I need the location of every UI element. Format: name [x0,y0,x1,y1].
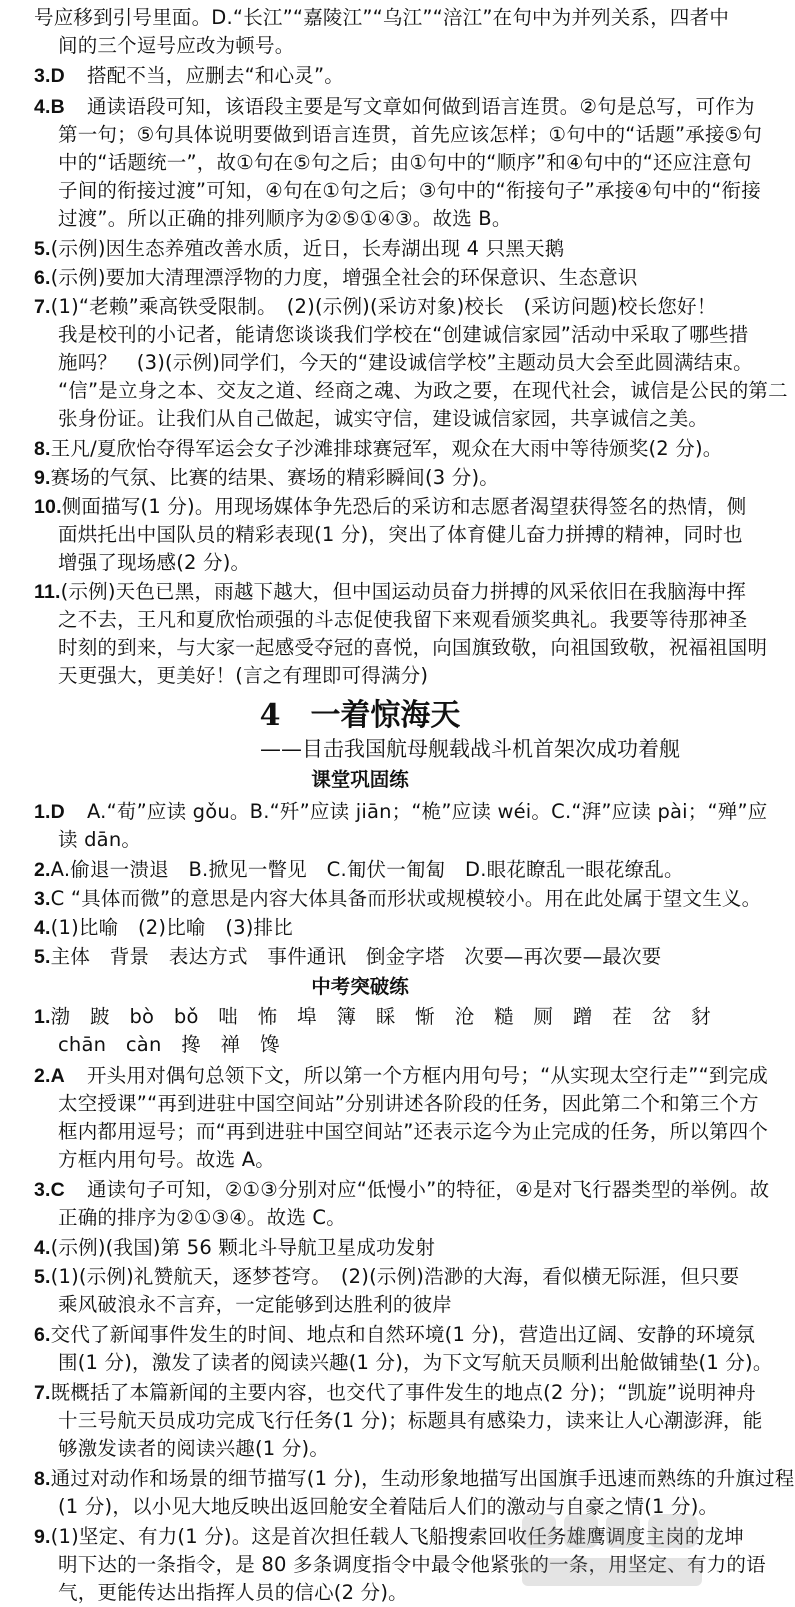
text-line: 增强了现场感(2 分)。 [58,551,251,574]
item-number: 8. [34,1468,51,1490]
answer-8 [34,435,723,463]
text-line: 气，更能传达出指挥人员的信心(2 分)。 [58,1581,408,1604]
text-line: 号应移到引号里面。D.“长江”“嘉陵江”“乌江”“涪江”在句中为并列关系，四者中 [34,6,730,29]
text-line: (1 分)，以小见大地反映出返回舱安全着陆后人们的激动与自豪之情(1 分)。 [58,1495,719,1518]
item-number: 6. [34,1324,51,1346]
text-line: 张身份证。让我们从自己做起，诚实守信，建设诚信家园，共享诚信之美。 [58,407,709,430]
text-line: 时刻的到来，与大家一起感受夺冠的喜悦，向国旗致敬，向祖国致敬，祝福祖国明 [58,636,768,659]
answer-6 [34,264,706,292]
s2-answer-6 [34,1321,756,1349]
s1-answer-2 [34,856,706,884]
item-number: 6. [34,267,51,289]
item-number: 1. [34,801,51,823]
text-line: 方框内用句号。故选 A。 [58,1148,275,1171]
text-line: “信”是立身之本、交友之道、经商之魂、为政之要，在现代社会，诚信是公民的第二 [58,379,788,402]
text-line: 通过对动作和场景的细节描写(1 分)，生动形象地描写出国旗手迅速而熟练的升旗过程 [50,1467,795,1490]
text-line: 乘风破浪永不言弃，一定能够到达胜利的彼岸 [58,1293,453,1316]
lesson-number: 4 [259,698,281,733]
text-line: 交代了新闻事件发生的时间、地点和自然环境(1 分)，营造出辽阔、安静的环境氛 [50,1323,756,1346]
text-line: 间的三个逗号应改为顿号。 [58,34,295,57]
item-number: 4. [34,917,51,939]
text-line: 过渡”。所以正确的排列顺序为②⑤①④③。故选 B。 [58,207,512,230]
s2-answer-8 [34,1465,795,1493]
lesson-subtitle: ——目击我国航母舰载战斗机首架次成功着舰 [260,737,680,761]
answer-3 [34,62,706,90]
text-line: 我是校刊的小记者，能请您谈谈我们学校在“创建诚信家园”活动中采取了哪些措 [58,323,749,346]
text-line: (1)“老赖”乘高铁受限制。 (2)(示例)(采访对象)校长 (采访问题)校长您好！ [50,295,717,318]
text-line: 之不去，王凡和夏欣怡顽强的斗志促使我留下来观看颁奖典礼。我要等待那神圣 [58,608,748,631]
s1-answer-3 [34,885,762,913]
item-number: 3. [34,888,51,910]
s1-answer-4 [34,914,706,942]
text-line: (示例)天色已黑，雨越下越大，但中国运动员奋力拼搏的风采依旧在我脑海中挥 [60,580,747,603]
lesson-title-text: 一着惊海天 [310,698,461,733]
text-line: C “具体而微”的意思是内容大体具备而形状或规模较小。用在此处属于望文生义。 [50,887,762,910]
text-line: 第一句；⑤句具体说明要做到语言连贯，首先应该怎样；①句中的“话题”承接⑤句 [58,123,763,146]
item-number: 7. [34,296,51,318]
text-line: (示例)因生态养殖改善水质，近日，长寿湖出现 4 只黑天鹅 [50,237,565,260]
s2-answer-4 [34,1234,706,1262]
text-line: 通读句子可知，②①③分别对应“低慢小”的特征，④是对飞行器类型的举例。故 [86,1178,770,1201]
item-number: 9. [34,1526,51,1548]
item-number: 2. [34,859,51,881]
text-line: 子间的衔接过渡”可知，④句在①句之后；③句中的“衔接句子”承接④句中的“衔接 [58,179,761,202]
text-line: 搭配不当，应删去“和心灵”。 [86,64,344,87]
s2-answer-3 [34,1176,770,1204]
section-heading: 中考突破练 [311,975,409,998]
answer-5 [34,235,706,263]
item-number: 4. [34,1237,51,1259]
answer-9 [34,464,706,492]
text-line: 框内都用逗号；而“再到进驻中国空间站”还表示迄今为止完成的任务，所以第四个 [58,1120,769,1143]
answer-4 [34,93,755,121]
text-line: (1)(示例)礼赞航天，逐梦苍穹。 (2)(示例)浩渺的大海，看似横无际涯，但只要 [50,1265,740,1288]
answer-7 [34,293,717,321]
lesson-title [0,696,720,736]
text-line: 侧面描写(1 分)。用现场媒体争先恐后的采访和志愿者渴望获得签名的热情，侧 [61,495,747,518]
text-line: 既概括了本篇新闻的主要内容，也交代了事件发生的地点(2 分)；“凯旋”说明神舟 [50,1381,756,1404]
item-number: 5. [34,946,51,968]
s2-answer-7 [34,1379,756,1407]
text-line: 太空授课”“再到进驻中国空间站”分别讲述各阶段的任务，因此第二个和第三个方 [58,1092,759,1115]
answer-10 [34,493,747,521]
s1-answer-1 [34,798,768,826]
text-line: 天更强大，更美好！(言之有理即可得满分) [58,664,429,687]
item-number: 7. [34,1382,51,1404]
text-line: 面烘托出中国队员的精彩表现(1 分)，突出了体育健儿奋力拼搏的精神，同时也 [58,523,743,546]
item-number: 11. [34,581,61,603]
s2-answer-9 [34,1523,744,1551]
s2-answer-2 [34,1062,768,1090]
item-number: 4. [34,96,51,118]
choice-letter: D [50,65,65,87]
text-line: 正确的排序为②①③④。故选 C。 [58,1206,346,1229]
text-line: chān càn 搀 禅 馋 [58,1033,280,1056]
item-number: 5. [34,238,51,260]
s2-answer-5 [34,1263,740,1291]
item-number: 10. [34,496,62,518]
item-number: 8. [34,438,51,460]
item-number: 5. [34,1266,51,1288]
item-number: 3. [34,65,51,87]
choice-letter: C [50,1179,65,1201]
text-line: 读 dān。 [58,828,142,851]
item-number: 2. [34,1065,51,1087]
text-line: 中的“话题统一”，故①句在⑤句之后；由①句中的“顺序”和④句中的“还应注意句 [58,151,752,174]
item-number: 3. [34,1179,51,1201]
text-line: 开头用对偶句总领下文，所以第一个方框内用句号；“从实现太空行走”“到完成 [86,1064,768,1087]
choice-letter: B [50,96,65,118]
text-line: 施吗？ (3)(示例)同学们，今天的“建设诚信学校”主题动员大会至此圆满结束。 [58,351,753,374]
text-line: 围(1 分)，激发了读者的阅读兴趣(1 分)，为下文写航天员顺利出舱做铺垫(1 分)。 [58,1351,773,1374]
text-line: (示例)(我国)第 56 颗北斗导航卫星成功发射 [50,1236,436,1259]
text-line: 够激发读者的阅读兴趣(1 分)。 [58,1437,330,1460]
text-line: 主体 背景 表达方式 事件通讯 倒金字塔 次要—再次要—最次要 [50,945,662,968]
text-line: (1)坚定、有力(1 分)。这是首次担任载人飞船搜索回收任务雄鹰调度主岗的龙坤 [50,1525,744,1548]
s2-answer-1 [34,1003,711,1031]
text-line: A.“荀”应读 gǒu。B.“歼”应读 jiān；“桅”应读 wéi。C.“湃”应读 pài；“殚”应 [86,800,768,823]
text-line: 王凡/夏欣怡夺得军运会女子沙滩排球赛冠军，观众在大雨中等待颁奖(2 分)。 [50,437,723,460]
text-line: 通读语段可知，该语段主要是写文章如何做到语言连贯。②句是总写，可作为 [86,95,755,118]
item-number: 9. [34,467,51,489]
choice-letter: D [50,801,65,823]
text-line: 明下达的一条指令，是 80 多条调度指令中最令他紧张的一条，用坚定、有力的语 [58,1553,766,1576]
text-line: A.偷退一溃退 B.掀见一瞥见 C.匍伏一匍匐 D.眼花瞭乱一眼花缭乱。 [50,858,684,881]
text-line: 十三号航天员成功完成飞行任务(1 分)；标题具有感染力，读来让人心潮澎湃，能 [58,1409,763,1432]
choice-letter: A [50,1065,65,1087]
s1-answer-5 [34,943,706,971]
item-number: 1. [34,1006,51,1028]
section-heading: 课堂巩固练 [311,768,409,791]
answer-11 [34,578,747,606]
text-line: 赛场的气氛、比赛的结果、赛场的精彩瞬间(3 分)。 [50,466,499,489]
text-line: 渤 跛 bò bǒ 咄 怖 埠 簿 睬 惭 沧 糙 厕 蹭 茬 岔 豺 [50,1005,711,1028]
text-line: (1)比喻 (2)比喻 (3)排比 [50,916,293,939]
text-line: (示例)要加大清理漂浮物的力度，增强全社会的环保意识、生态意识 [50,266,638,289]
